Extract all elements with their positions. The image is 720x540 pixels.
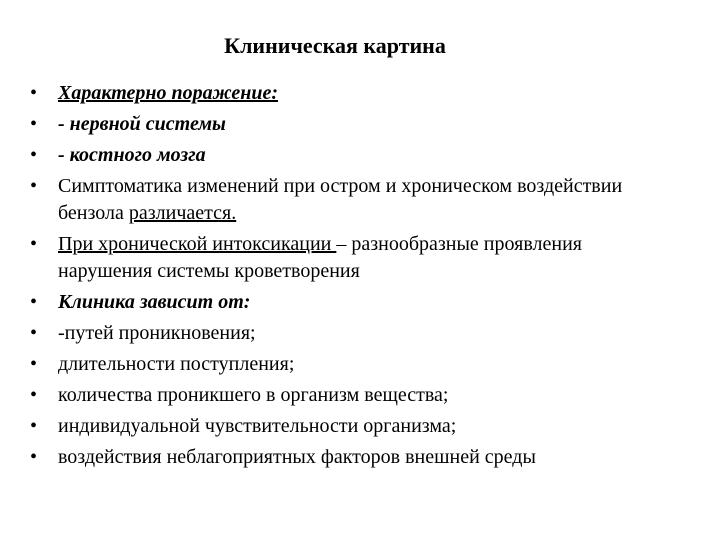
bullet-icon: • xyxy=(30,384,38,406)
bullet-list xyxy=(30,80,680,475)
bullet-item xyxy=(30,80,680,107)
bullet-item xyxy=(30,289,680,316)
bullet-text: – разнообразные проявления нарушения системы кроветворения xyxy=(58,233,582,282)
bullet-icon: • xyxy=(30,113,38,135)
bullet-item xyxy=(30,413,680,440)
bullet-icon: • xyxy=(30,322,38,344)
bullet-text: Клиника зависит от: xyxy=(58,291,251,313)
slide-title-text: Клиническая картина xyxy=(224,33,446,58)
bullet-text: Характерно поражение: xyxy=(58,82,279,104)
bullet-item xyxy=(30,142,680,169)
bullet-text: - нервной системы xyxy=(58,113,226,135)
bullet-icon: • xyxy=(30,353,38,375)
bullet-text: индивидуальной чувствительности организма; xyxy=(58,415,457,437)
bullet-item xyxy=(30,320,680,347)
bullet-item xyxy=(30,111,680,138)
bullet-icon: • xyxy=(30,175,38,197)
slide-title xyxy=(0,32,670,60)
bullet-icon: • xyxy=(30,82,38,104)
bullet-text: воздействия неблагоприятных факторов внешней среды xyxy=(58,446,536,468)
bullet-text: Симптоматика изменений при остром и хроническом воздействии бензола xyxy=(58,175,623,224)
bullet-icon: • xyxy=(30,144,38,166)
bullet-text: длительности поступления; xyxy=(58,353,295,375)
bullet-text: -путей проникновения; xyxy=(58,322,256,344)
bullet-item xyxy=(30,231,680,285)
bullet-icon: • xyxy=(30,233,38,255)
bullet-text-underlined: При хронической интоксикации xyxy=(58,233,337,255)
bullet-item xyxy=(30,173,680,227)
bullet-text: - костного мозга xyxy=(58,144,206,166)
bullet-text: количества проникшего в организм вещества; xyxy=(58,384,449,406)
bullet-icon: • xyxy=(30,415,38,437)
bullet-item xyxy=(30,351,680,378)
bullet-text-underlined: различается. xyxy=(128,202,237,224)
bullet-icon: • xyxy=(30,446,38,468)
bullet-icon: • xyxy=(30,291,38,313)
bullet-item xyxy=(30,444,680,471)
bullet-item xyxy=(30,382,680,409)
